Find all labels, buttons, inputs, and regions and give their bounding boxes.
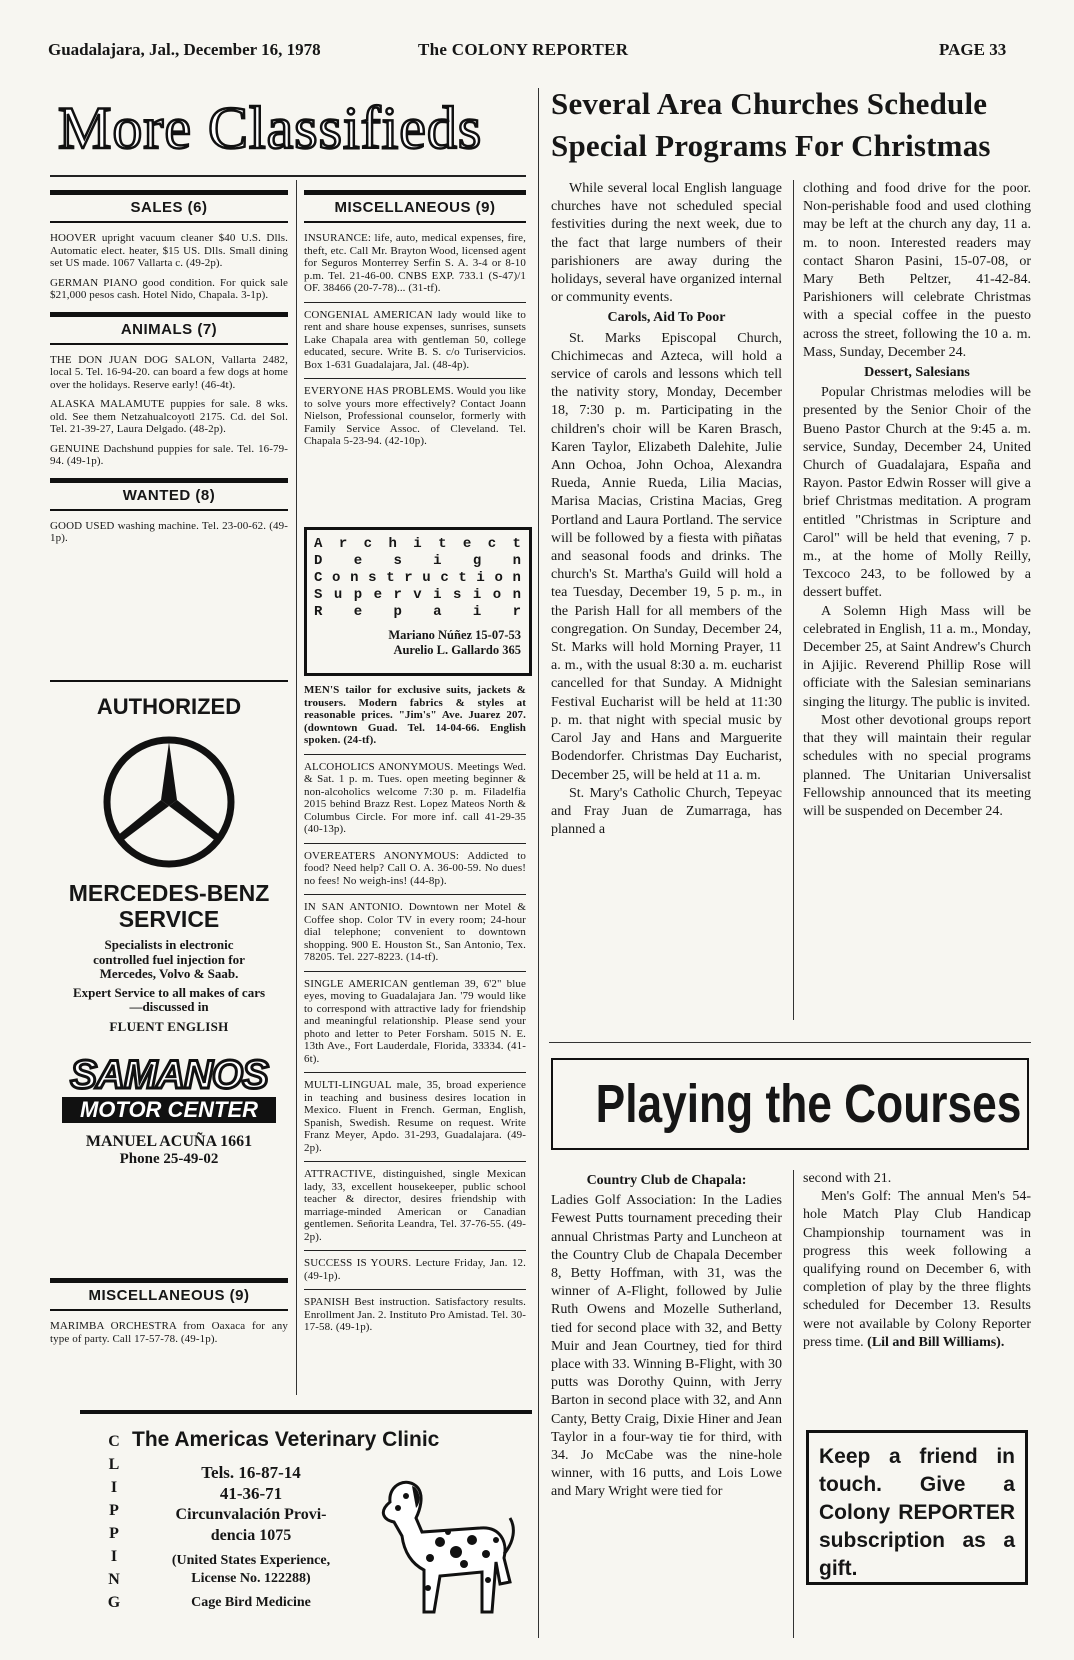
classified-ad: ALCOHOLICS ANONYMOUS. Meetings Wed. & Sat. 1 p. m. Tues. open meeting beginner & non-alcoholics welcome 7:30 p. m. Filadelfia 2015 behind Brazz Rest. Lopez Mateos North & Columbus Circle. For more inf. call 41-29-35 (40-13p). — [304, 760, 526, 835]
samanos-logo: SAMANOS — [70, 1052, 268, 1097]
classified-ad: SINGLE AMERICAN gentleman 39, 6'2" blue eyes, moving to Guadalajara Jan. '79 would like to correspond with attractive lady for friendship and meaningful relationship. Please send your photo and letter to Peter Forsham. 5015 N. E. 13th Ave., Fort Lauderdale, Florida, 33334. (41-6t). — [304, 977, 526, 1065]
architect-letter: n — [350, 570, 359, 586]
clipping-letter: P — [109, 1525, 119, 1542]
courses-paragraph — [803, 1188, 1031, 1352]
architect-letter: c — [440, 570, 449, 586]
classified-ad: GENUINE Dachshund puppies for sale. Tel. 16-79-94. (49-1p). — [50, 442, 288, 467]
clipping-letter: G — [107, 1594, 121, 1611]
churches-headline-1: Several Area Churches Schedule — [551, 86, 988, 121]
mercedes-expert: Expert Service to all makes of cars—discussed in — [72, 984, 266, 1014]
vet-details — [136, 1462, 366, 1612]
classified-ad: SUCCESS IS YOURS. Lecture Friday, Jan. 12. (49-1p). — [304, 1257, 526, 1282]
vet-license: License No. 122288) — [191, 1571, 311, 1586]
church-paragraph: St. Marks Episcopal Church, Chichimecas and Azteca, will hold a service of carols and lessons which tell the nativity story, Monday, December 18, 7:30 p. m. Participating in the children's choir will be Karen Brasch, Karen Taylor, Elizabeth Dalehite, Julie Ann Ochoa, John Ochoa, Alexandra Rueda, Annie Rueda, Lilia Macias, Marisa Macias, Cristina Macias, Greg Portland and Laura Portland. The service will be followed by a fiesta with piñatas and seasonal foods and drinks. The church's St. Martha's Guild will hold a tea Tuesday, December 19, 5 p. m., in the Parish Hall for all members of the congregation. On Sunday, December 24, St. Marks will hold Morning Prayer, 11 a. m., with the usual 8:30 a. m. eucharist cancelled for that Sunday. A Midnight Festival Eucharist will be held at 11:30 p. m. that night with special music by Carol Jay and Hans and Marguerite Bodendorfer. Christmas Day Eucharist, December 25, will be held at 11 a. m. — [551, 330, 782, 783]
courses-title-box — [551, 1058, 1029, 1150]
mercedes-fluent-english: FLUENT ENGLISH — [109, 1018, 229, 1034]
architect-letter: r — [512, 604, 521, 620]
architect-letter: n — [512, 553, 521, 569]
header-page-number: PAGE 33 — [939, 40, 1007, 59]
section-rule — [549, 1042, 1031, 1043]
classified-ad: GOOD USED washing machine. Tel. 23-00-62. (49-1p). — [50, 519, 288, 544]
classified-ad: SPANISH Best instruction. Satisfactory results. Enrollment Jan. 2. Instituto Pro Amistad. Tel. 30-17-58. (49-1p). — [304, 1296, 526, 1333]
category-heading-miscellaneous: MISCELLANEOUS (9) — [50, 1278, 288, 1311]
architect-letter: u — [422, 570, 431, 586]
classifieds-column-2 — [304, 180, 526, 455]
architect-letter: r — [393, 587, 402, 603]
samanos-address: MANUEL ACUÑA 1661 — [85, 1132, 253, 1150]
vet-address-1: Circunvalación Provi- — [175, 1506, 327, 1523]
architect-letter: p — [353, 587, 363, 603]
architect-letter: s — [393, 553, 402, 569]
architect-line — [307, 536, 529, 553]
architect-letter: c — [363, 536, 373, 552]
architect-ad — [304, 527, 532, 676]
column-divider — [793, 180, 794, 1020]
mercedes-ad — [50, 680, 288, 1168]
architect-letter: e — [353, 604, 363, 620]
vet-cage-bird: Cage Bird Medicine — [191, 1595, 311, 1610]
classified-ad: ATTRACTIVE, distinguished, single Mexican lady, 33, excellent housekeeper, public school teacher & director, desires friendship with marriage-minded American or Canadian gentlemen. Señorita Leandra, Tel. 37-76-55. (49-2p). — [304, 1168, 526, 1243]
classified-ad: CONGENIAL AMERICAN lady would like to rent and share house expenses, sunrises, sunsets Lake Chapala area with gentleman 50, college educated, secure. Write B. S. c/o Turiservicios. Box 1-631 Guadalajara, Jal. (48-4p). — [304, 308, 526, 371]
architect-letter: e — [373, 587, 382, 603]
architect-letter: o — [492, 587, 502, 603]
vet-tel-2: 41-36-71 — [219, 1484, 283, 1503]
church-subheading: Dessert, Salesians — [864, 365, 970, 381]
courses-mens-golf: Men's Golf: The annual Men's 54-hole Match Play Club Handicap Championship tournament was in progress this week following a qualifying round on December 6, with completion of play by the three flights scheduled for December 13. Results were not available by Colony Reporter press time. — [803, 1189, 1031, 1350]
vet-title: The Americas Veterinary Clinic — [132, 1428, 440, 1451]
mercedes-specialists: Specialists in electronic controlled fuel injection for Mercedes, Volvo & Saab. — [93, 937, 245, 981]
column-divider — [296, 180, 297, 1395]
architect-letter: i — [433, 587, 442, 603]
category-heading-sales: SALES (6) — [50, 190, 288, 223]
architect-letter: t — [438, 536, 447, 552]
architect-letter: o — [494, 570, 503, 586]
classified-ad: MULTI-LINGUAL male, 35, broad experience in teaching and business desires location in Mexico. Fluent in French. German, English, Spanish, Swedish. Resume on request. Write Franz Meyer, Apdo. 31-293, Guadalajara. (49-2p). — [304, 1079, 526, 1154]
architect-letter: s — [368, 570, 377, 586]
architect-letter: D — [314, 553, 323, 569]
mercedes-service: SERVICE — [118, 906, 220, 932]
architect-name-1: Mariano Núñez 15-07-53 — [388, 628, 521, 642]
architect-letter: i — [472, 604, 482, 620]
category-heading-animals: ANIMALS (7) — [50, 312, 288, 345]
church-paragraph: A Solemn High Mass will be celebrated in English, 11 a. m., Monday, December 25, at Saint Andrew's Church in Ajijic. Reverend Phillip Rose will officiate with the Salesian seminarians singing the liturgy. The public is invited. — [803, 603, 1031, 710]
church-paragraph: While several local English language churches have not scheduled special festivities during the next week, due to the fact that large numbers of their parishioners are away during the holidays, several have organized internal or community events. — [551, 181, 782, 306]
courses-credit: (Lil and Bill Williams). — [867, 1334, 1005, 1350]
architect-letter: n — [512, 587, 521, 603]
classified-ad: INSURANCE: life, auto, medical expenses, fire, theft, etc. Call Mr. Brayton Wood, licensed agent for Seguros Monterrey Serfin S. A. 3-4 or 8-10 p.m. Tel. 21-46-00. CNBS EXP. 733.1 (S-47)/1 OF. 38466 (20-7-78)... (31-tf). — [304, 232, 526, 294]
architect-letter: e — [462, 536, 472, 552]
category-heading-miscellaneous-2: MISCELLANEOUS (9) — [304, 190, 526, 223]
church-paragraph: clothing and food drive for the poor. Non-perishable food and used clothing may be left at the church any day, 11 a. m. to noon. Interested readers may contact Sharon Pasini, 15-07-08, or Mary Beth Peltzer, 41-42-84. Parishioners will celebrate Christmas with a special coffee in the puesto across the street, following the 10 a. m. Mass, Sunday, December 24. — [803, 181, 1031, 360]
architect-letter: n — [512, 570, 521, 586]
vet-experience: (United States Experience, — [171, 1553, 331, 1568]
courses-column-2 — [803, 1170, 1031, 1352]
architect-letter: s — [453, 587, 462, 603]
churches-headline-2: Special Programs For Christmas — [551, 128, 991, 163]
clipping-letter: I — [110, 1479, 118, 1496]
category-heading-wanted: WANTED (8) — [50, 478, 288, 511]
classifieds-title: More Classifieds — [58, 95, 483, 161]
classified-ad: IN SAN ANTONIO. Downtown ner Motel & Coffee shop. Color TV in every room; 24-hour dial telephone; convenient to downtown shopping. 900 E. Houston St., San Antonio, Tex. 78205. Tel. 227-8223. (14-tf). — [304, 901, 526, 963]
church-paragraph: Popular Christmas melodies will be presented by the Senior Choir of the Bueno Pastor Church at the 9:45 a. m. service, Sunday, December 24, United Church of Guadalajara, España and Rayon. Pastor Edwin Rosser will give a brief Christmas meditation. A program entitled "Christmas in Scripture and Carol" will be held that evening, 7 p. m., at the home of Molly Reilly, Texcoco 243, to be followed by a dessert buffet. — [803, 385, 1031, 601]
architect-letter: i — [413, 536, 422, 552]
header-masthead: The COLONY REPORTER — [418, 40, 629, 59]
architect-letter: g — [472, 553, 482, 569]
church-paragraph: St. Mary's Catholic Church, Tepeyac and Fray Juan de Zumarraga, has planned a — [551, 785, 782, 838]
clipping-letter: L — [108, 1456, 120, 1473]
churches-column-2 — [803, 180, 1031, 821]
samanos-motor-center: MOTOR CENTER — [62, 1097, 276, 1123]
clipping-vertical-label — [104, 1430, 124, 1614]
architect-letter: t — [458, 570, 467, 586]
architect-letter: S — [314, 587, 323, 603]
classified-ad: EVERYONE HAS PROBLEMS. Would you like to solve yours more effectively? Contact Joann Nielson, Professional counselor, formerly with Family Service Assoc. of Cleveland. Tel. Chapala 5-23-94. (42-10p). — [304, 385, 526, 447]
architect-line — [307, 604, 529, 621]
courses-column-1 — [551, 1170, 782, 1502]
churches-column-1 — [551, 180, 782, 839]
classified-ad: ALASKA MALAMUTE puppies for sale. 8 wks. old. See them Netzahualcoyotl 2175. Cd. del Sol. Tel. 21-39-27, Laura Delgado. (48-2p). — [50, 398, 288, 435]
architect-letter: v — [413, 587, 422, 603]
architect-letter: c — [487, 536, 497, 552]
architect-letter: t — [512, 536, 521, 552]
courses-lead: Country Club de Chapala: — [586, 1173, 747, 1188]
classifieds-column-1-bottom — [50, 1268, 288, 1352]
architect-letter: r — [404, 570, 413, 586]
architect-letter: R — [314, 604, 323, 620]
architect-letter: i — [472, 587, 482, 603]
column-divider — [793, 1170, 794, 1638]
samanos-phone: Phone 25-49-02 — [119, 1150, 219, 1167]
subscription-gift-box: Keep a friend in touch. Give a Colony REPORTER subscription as a gift. — [806, 1430, 1028, 1585]
clipping-letter: P — [109, 1502, 119, 1519]
veterinary-clinic-ad — [80, 1410, 532, 1640]
architect-letter: e — [353, 553, 363, 569]
architect-line — [307, 553, 529, 570]
architect-letter: a — [433, 604, 442, 620]
mercedes-name: MERCEDES-BENZ — [68, 880, 270, 906]
clipping-letter: I — [110, 1548, 118, 1565]
dalmatian-dog-icon — [360, 1462, 520, 1632]
classifieds-column-1 — [50, 180, 288, 552]
architect-letter: t — [386, 570, 395, 586]
architect-letter: i — [433, 553, 442, 569]
classified-ad: OVEREATERS ANONYMOUS: Addicted to food? Need help? Call O. A. 36-00-59. No dues! no fees! No weigh-ins! (44-8p). — [304, 849, 526, 887]
header-dateline: Guadalajara, Jal., December 16, 1978 — [48, 40, 321, 59]
classifieds-column-2-lower — [304, 684, 526, 1341]
architect-letter: r — [338, 536, 348, 552]
architect-letter: i — [476, 570, 485, 586]
architect-letter: C — [314, 570, 323, 586]
architect-letter: h — [388, 536, 397, 552]
architect-line — [307, 570, 529, 587]
column-divider — [538, 88, 539, 1638]
courses-paragraph: Ladies Golf Association: In the Ladies Fewest Putts tournament preceding their annual Christmas Party and Luncheon at the Country Club de Chapala December 8, Betty Hoffman, with 31, was the winner of A-Flight, followed by Julie Ruth Owens and Mozelle Sutherland, tied for second place with 32, and Betty Muir and Jean Courtney, tied for third place with 33. Winning B-Flight, with 30 putts was Dorothy Quinn, with Jerry Barton in second place with 32, and Ann Canty, Betty Craig, Dixie Hiner and Jean Taylor in a four-way tie for third, with 34. Jo McCabe was the nine-hole winner, with 16 putts, and Lois Lowe and Mary Wright were tied for — [551, 1193, 782, 1500]
classified-ad: GERMAN PIANO good condition. For quick sale $21,000 pesos cash. Hotel Nido, Chapala. 3-1p). — [50, 276, 288, 301]
mercedes-star-logo — [99, 732, 239, 872]
church-subheading: Carols, Aid To Poor — [607, 310, 726, 326]
authorized-label: AUTHORIZED — [96, 694, 242, 719]
clipping-letter: N — [108, 1571, 120, 1588]
vet-tel-1: Tels. 16-87-14 — [201, 1463, 301, 1482]
classified-ad: THE DON JUAN DOG SALON, Vallarta 2482, local 5. Tel. 16-94-20. can board a few dogs at home over the holidays. Reserve early! (46-4t). — [50, 353, 288, 391]
architect-letter: p — [393, 604, 402, 620]
vet-address-2: dencia 1075 — [210, 1527, 292, 1544]
church-paragraph: Most other devotional groups report that they will maintain their regular schedules with no special programs planned. The Unitarian Universalist Fellowship announced that its meeting will be suspended on December 24. — [803, 712, 1031, 819]
clipping-letter: C — [108, 1433, 120, 1450]
courses-paragraph: second with 21. — [803, 1171, 892, 1186]
architect-letter: u — [333, 587, 343, 603]
classified-ad: MEN'S tailor for exclusive suits, jackets & trousers. Modern fabrics & styles at reasonable prices. "Jim's" Ave. Juarez 207. (downtown Guad. Tel. 14-04-66. English spoken. (24-tf). — [304, 684, 526, 746]
architect-letter: A — [314, 536, 323, 552]
architect-line — [307, 587, 529, 604]
classified-ad: MARIMBA ORCHESTRA from Oaxaca for any type of party. Call 17-57-78. (49-1p). — [50, 1320, 288, 1345]
classified-ad: HOOVER upright vacuum cleaner $40 U.S. Dlls. Automatic elect. heater, $15 US. Dlls. Small dining set US made. 1067 Vallarta c. (49-2p). — [50, 232, 288, 269]
title-rule — [50, 175, 526, 177]
architect-name-2: Aurelio L. Gallardo 365 — [393, 643, 521, 657]
architect-letter: o — [332, 570, 341, 586]
courses-title: Playing the Courses — [595, 1074, 1022, 1134]
